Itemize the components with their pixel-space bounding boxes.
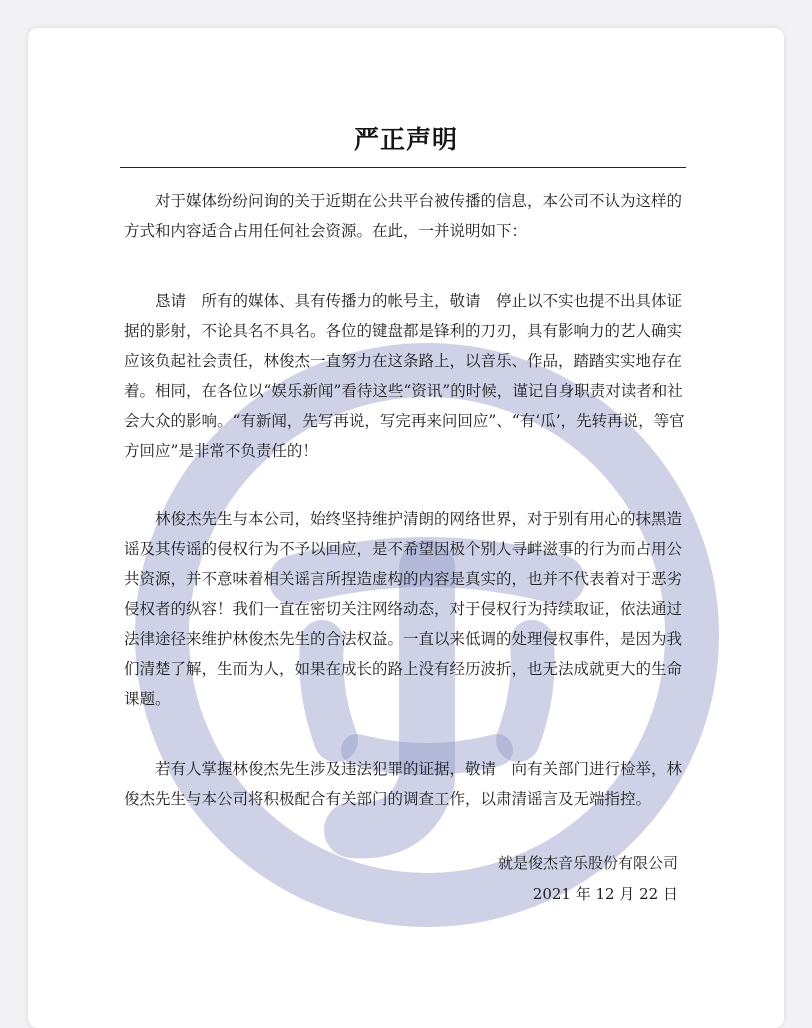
statement-page — [28, 28, 784, 1028]
document-title: 严正声明 — [353, 125, 458, 154]
paragraph-position: 林俊杰先生与本公司，始终坚持维护清朗的网络世界，对于别有用心的抹黑造谣及其传谣的侵权行为不予以回应，是不希望因极个别人寻衅滋事的行为而占用公共资源，并不意味着相关谣言所捏造虚构的内容是真实的，也并不代表着对于恶劣侵权者的纵容！我们一直在密切关注网络动态，对于侵权行为持续取证，依法通过法律途径来维护林俊杰先生的合法权益。一直以来低调的处理侵权事件，是因为我们清楚了解，生而为人，如果在成长的路上没有经历波折，也无法成就更大的生命课题。 — [124, 510, 683, 708]
paragraph-report: 若有人掌握林俊杰先生涉及违法犯罪的证据，敬请 向有关部门进行检举，林俊杰先生与本公司将积极配合有关部门的调查工作，以肃清谣言及无端指控。 — [124, 760, 683, 808]
company-signature: 就是俊杰音乐股份有限公司 — [497, 854, 678, 872]
statement-content — [28, 28, 784, 1028]
statement-date: 2021 年 12 月 22 日 — [532, 885, 678, 903]
paragraph-intro: 对于媒体纷纷问询的关于近期在公共平台被传播的信息，本公司不认为这样的方式和内容适合占用任何社会资源。在此，一并说明如下： — [124, 192, 683, 240]
paragraph-request: 恳请 所有的媒体、具有传播力的帐号主，敬请 停止以不实也提不出具体证据的影射，不论具名不具名。各位的键盘都是锋利的刀刃，具有影响力的艺人确实应该负起社会责任，林俊杰一直努力在这条路上，以音乐、作品，踏踏实实地存在着。相同，在各位以“娱乐新闻”看待这些“资讯”的时候，谨记自身职责对读者和社会大众的影响。“有新闻，先写再说，写完再来问回应”、“有‘瓜’，先转再说，等官方回应”是非常不负责任的！ — [124, 292, 685, 460]
title-divider — [120, 167, 686, 168]
